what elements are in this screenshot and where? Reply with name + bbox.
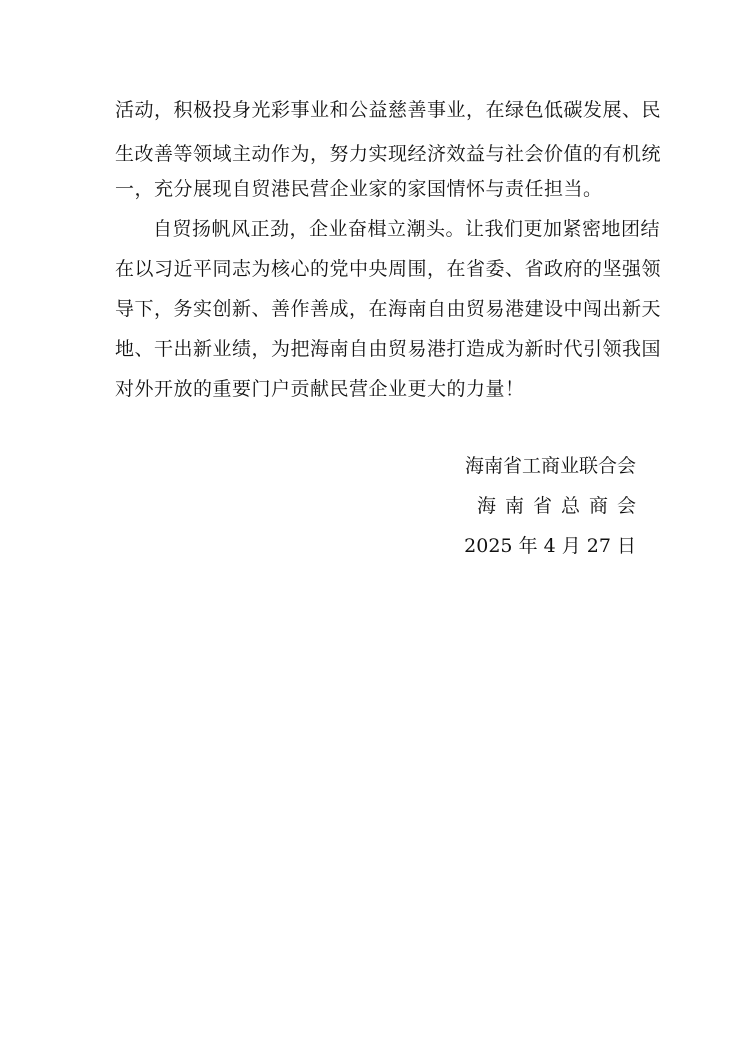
paragraph-2-line-3: 导下，务实创新、善作善成，在海南自由贸易港建设中闯出新天 bbox=[115, 298, 662, 320]
signature-org-2: 海南省总商会 bbox=[476, 495, 645, 517]
paragraph-2-line-5: 对外开放的重要门户贡献民营企业更大的力量！ bbox=[115, 378, 525, 400]
paragraph-2-line-1: 自贸扬帆风正劲，企业奋楫立潮头。让我们更加紧密地团结 bbox=[153, 218, 661, 240]
signature-date: 2025 年 4 月 27 日 bbox=[464, 535, 636, 557]
paragraph-1-line-1: 活动，积极投身光彩事业和公益慈善事业，在绿色低碳发展、民 bbox=[115, 99, 662, 121]
paragraph-1-line-2: 生改善等领域主动作为，努力实现经济效益与社会价值的有机统 bbox=[115, 143, 662, 165]
paragraph-2-line-2: 在以习近平同志为核心的党中央周围，在省委、省政府的坚强领 bbox=[115, 258, 662, 280]
paragraph-1-line-3: 一，充分展现自贸港民营企业家的家国情怀与责任担当。 bbox=[115, 178, 603, 200]
signature-org-1: 海南省工商业联合会 bbox=[464, 455, 636, 477]
paragraph-2-line-4: 地、干出新业绩，为把海南自由贸易港打造成为新时代引领我国 bbox=[115, 338, 662, 360]
